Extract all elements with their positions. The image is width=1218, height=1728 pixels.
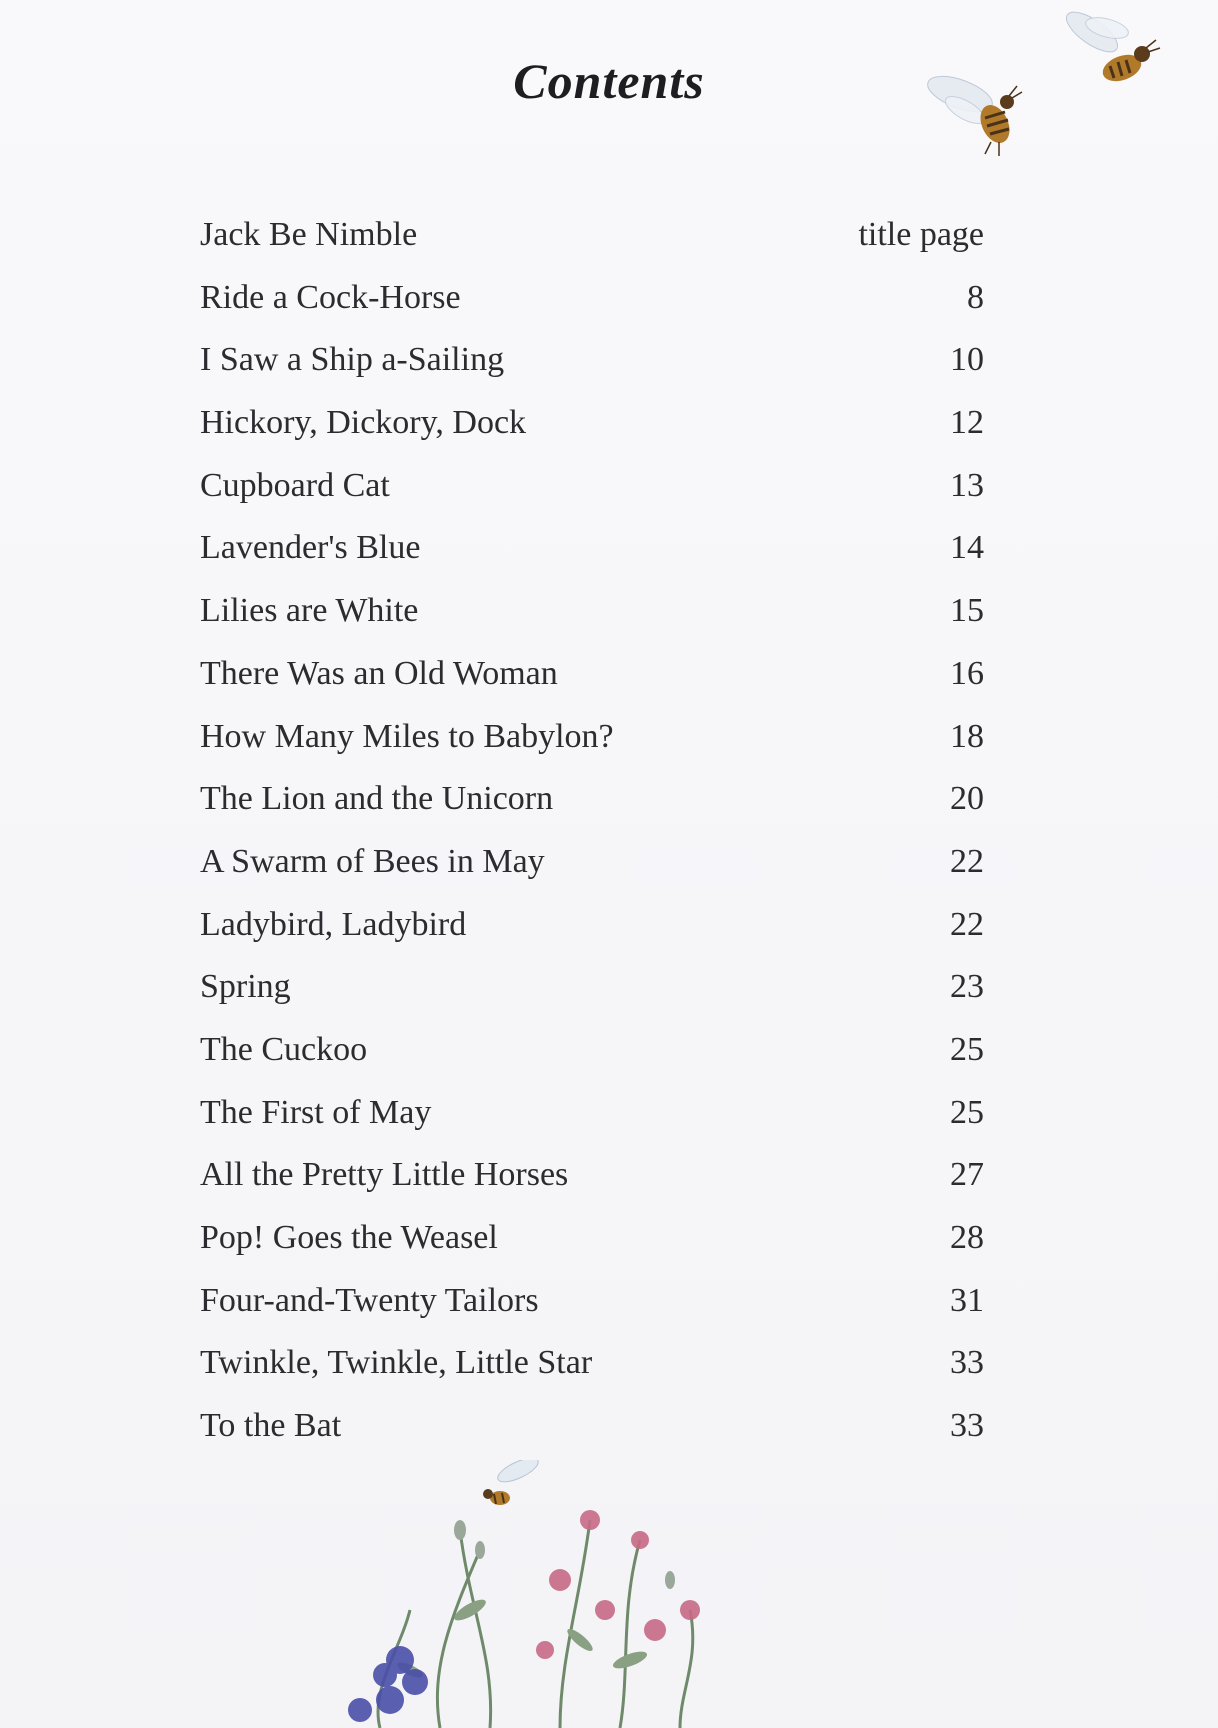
entry-page: 12 <box>950 404 984 442</box>
list-item[interactable] <box>200 1094 984 1157</box>
entry-title: I Saw a Ship a-Sailing <box>200 341 505 379</box>
entry-title: Spring <box>200 968 291 1006</box>
list-item[interactable] <box>200 216 984 279</box>
entry-title: Ride a Cock-Horse <box>200 278 461 316</box>
entry-page: 31 <box>950 1281 984 1319</box>
entry-title: The First of May <box>200 1093 432 1131</box>
list-item[interactable] <box>200 279 984 342</box>
entry-page: 14 <box>950 529 984 567</box>
entry-page: 25 <box>950 1030 984 1068</box>
list-item[interactable] <box>200 1282 984 1345</box>
list-item[interactable] <box>200 968 984 1031</box>
list-item[interactable] <box>200 843 984 906</box>
list-item[interactable] <box>200 780 984 843</box>
list-item[interactable] <box>200 906 984 969</box>
list-item[interactable] <box>200 1156 984 1219</box>
list-item[interactable] <box>200 718 984 781</box>
entry-title: Jack Be Nimble <box>200 216 418 253</box>
entry-title: Cupboard Cat <box>200 466 390 504</box>
entry-page: 33 <box>950 1344 984 1382</box>
list-item[interactable] <box>200 592 984 655</box>
entry-page: 25 <box>950 1093 984 1131</box>
entry-page: 22 <box>950 842 984 880</box>
bee-icon <box>925 72 1025 162</box>
entry-page: title page <box>858 216 984 253</box>
list-item[interactable] <box>200 341 984 404</box>
entry-title: Ladybird, Ladybird <box>200 905 467 943</box>
list-item[interactable] <box>200 1344 984 1407</box>
entry-title: Hickory, Dickory, Dock <box>200 404 527 442</box>
entry-title: The Lion and the Unicorn <box>200 780 554 818</box>
list-item[interactable] <box>200 467 984 530</box>
list-item[interactable] <box>200 655 984 718</box>
contents-list <box>200 216 984 1470</box>
entry-title: To the Bat <box>200 1407 342 1445</box>
entry-page: 10 <box>950 341 984 379</box>
list-item[interactable] <box>200 1219 984 1282</box>
entry-title: The Cuckoo <box>200 1030 368 1068</box>
page-title: Contents <box>513 53 705 109</box>
entry-title: Four-and-Twenty Tailors <box>200 1281 539 1319</box>
entry-page: 16 <box>950 654 984 692</box>
bee-icon <box>1062 10 1162 95</box>
entry-page: 8 <box>967 278 984 316</box>
entry-page: 18 <box>950 717 984 755</box>
entry-title: Lilies are White <box>200 592 419 630</box>
entry-page: 27 <box>950 1156 984 1194</box>
list-item[interactable] <box>200 1031 984 1094</box>
list-item[interactable] <box>200 529 984 592</box>
entry-title: How Many Miles to Babylon? <box>200 717 614 755</box>
entry-title: Twinkle, Twinkle, Little Star <box>200 1344 593 1382</box>
entry-title: All the Pretty Little Horses <box>200 1156 569 1194</box>
entry-page: 22 <box>950 905 984 943</box>
list-item[interactable] <box>200 404 984 467</box>
wildflowers-icon <box>260 1460 800 1728</box>
entry-page: 23 <box>950 968 984 1006</box>
entry-page: 28 <box>950 1219 984 1256</box>
entry-page: 13 <box>950 466 984 504</box>
entry-page: 20 <box>950 780 984 818</box>
entry-title: Pop! Goes the Weasel <box>200 1219 498 1256</box>
entry-page: 15 <box>950 592 984 630</box>
bee-icon <box>483 1460 541 1505</box>
entry-page: 33 <box>950 1407 984 1445</box>
entry-title: There Was an Old Woman <box>200 654 558 692</box>
entry-title: A Swarm of Bees in May <box>200 842 545 880</box>
entry-title: Lavender's Blue <box>200 529 421 567</box>
